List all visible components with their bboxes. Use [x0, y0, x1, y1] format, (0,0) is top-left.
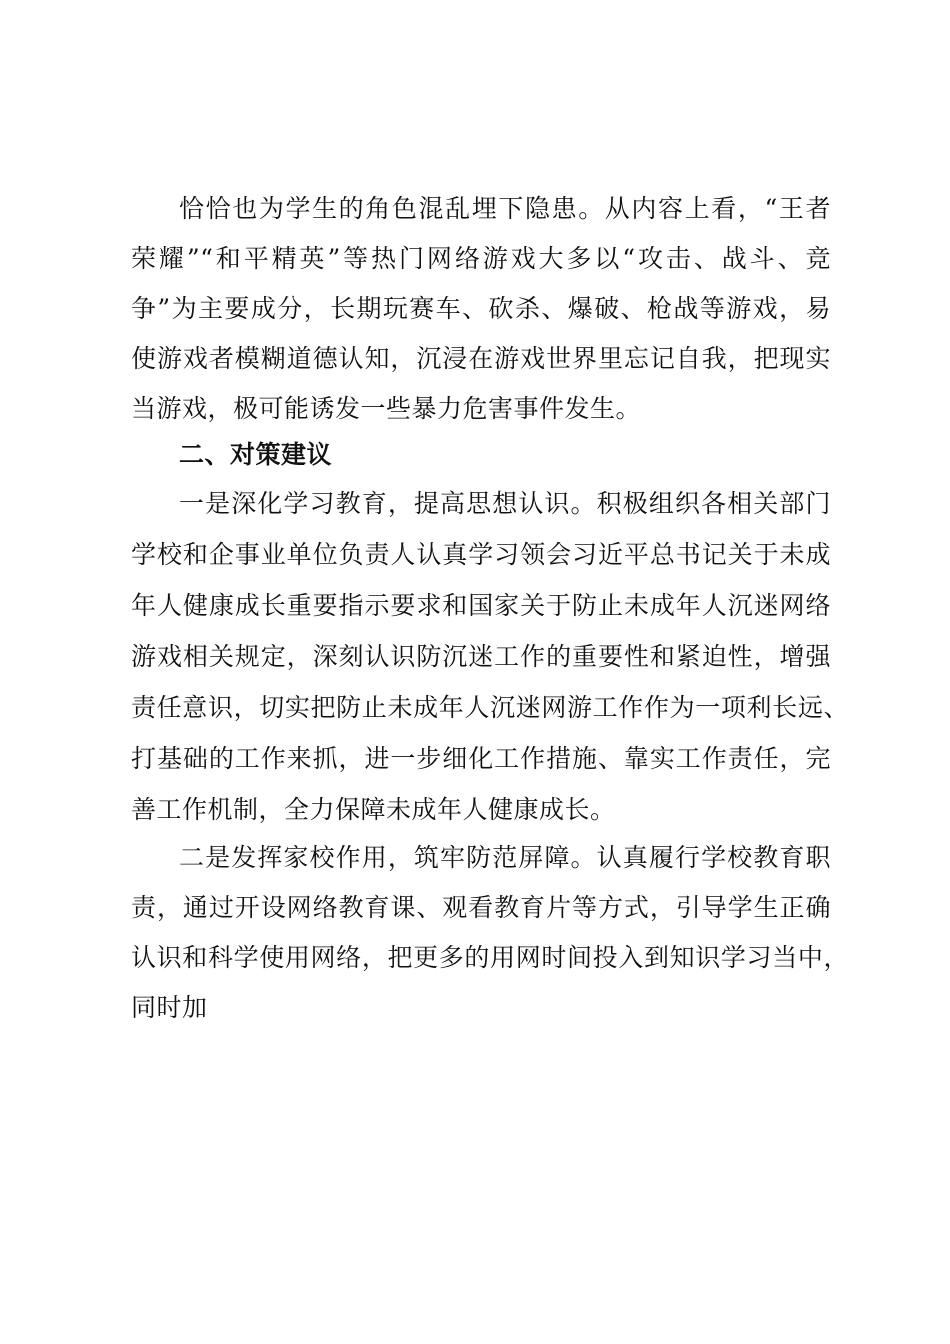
paragraph-1-line-3: 争”为主要成分，长期玩赛车、砍杀、爆破、枪战等游戏，易	[131, 294, 831, 323]
paragraph-2-line-3: 年人健康成长重要指示要求和国家关于防止未成年人沉迷网络	[131, 591, 831, 620]
paragraph-3-line-4: 同时加	[131, 993, 208, 1022]
paragraph-1-line-2: 荣耀”“和平精英”等热门网络游戏大多以“攻击、战斗、竞	[131, 244, 831, 273]
paragraph-1-line-4: 使游戏者模糊道德认知，沉浸在游戏世界里忘记自我，把现实	[131, 344, 831, 373]
paragraph-2-line-7: 善工作机制，全力保障未成年人健康成长。	[131, 795, 616, 824]
paragraph-2-line-6: 打基础的工作来抓，进一步细化工作措施、靠实工作责任，完	[131, 744, 831, 773]
paragraph-3-line-2: 责，通过开设网络教育课、观看教育片等方式，引导学生正确	[131, 893, 831, 922]
section-heading: 二、对策建议	[179, 440, 333, 469]
paragraph-1-line-5: 当游戏，极可能诱发一些暴力危害事件发生。	[131, 394, 642, 423]
paragraph-3-line-3: 认识和科学使用网络，把更多的用网时间投入到知识学习当中，	[131, 943, 849, 972]
paragraph-2-line-4: 游戏相关规定，深刻认识防沉迷工作的重要性和紧迫性，增强	[131, 642, 831, 671]
paragraph-3-line-1: 二是发挥家校作用，筑牢防范屏障。认真履行学校教育职	[179, 843, 831, 872]
paragraph-1-line-1: 恰恰也为学生的角色混乱埋下隐患。从内容上看，“王者	[179, 194, 831, 223]
paragraph-2-line-5: 责任意识，切实把防止未成年人沉迷网游工作作为一项利长远、	[131, 693, 849, 722]
paragraph-2-line-1: 一是深化学习教育，提高思想认识。积极组织各相关部门	[179, 489, 831, 518]
paragraph-2-line-2: 学校和企事业单位负责人认真学习领会习近平总书记关于未成	[131, 540, 831, 569]
